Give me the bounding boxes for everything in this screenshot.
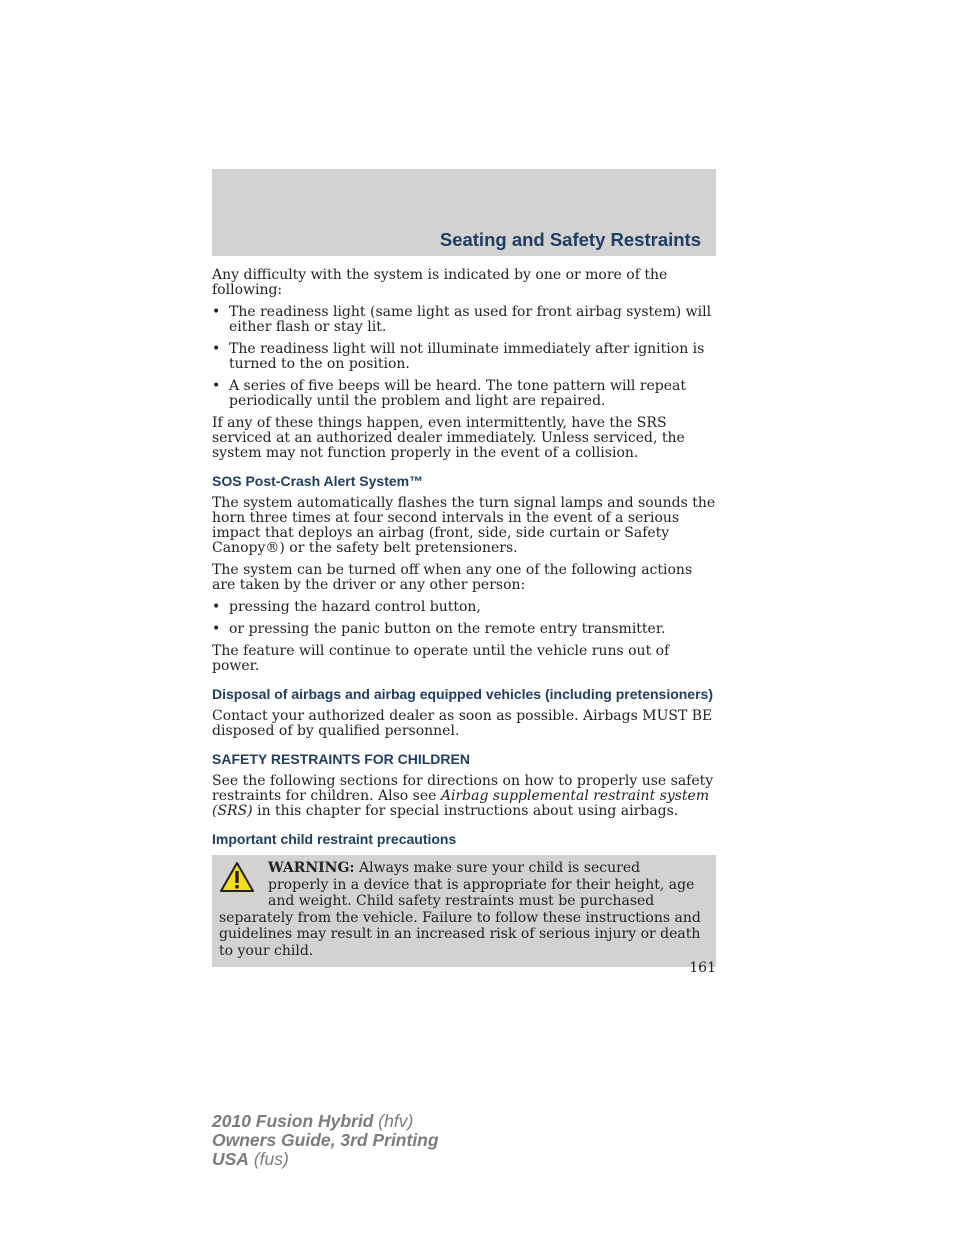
footer-line-3 <box>212 1150 439 1169</box>
footer-model-code: (hfv) <box>373 1111 414 1131</box>
bullet-icon: • <box>212 304 221 320</box>
disposal-heading: Disposal of airbags and airbag equipped vehicles (including pretensioners) <box>212 686 713 702</box>
footer-market-code: (fus) <box>248 1149 289 1169</box>
sos-paragraph-1: The system automatically flashes the turn signal lamps and sounds the horn three times at four second intervals in the event of a serious impact that deploys an airbag (front, side, side curtain or Safety Canopy®) or the safety belt pretensioners. <box>212 495 716 556</box>
list-item <box>212 342 716 372</box>
precautions-heading: Important child restraint precautions <box>212 831 457 847</box>
bullet-icon: • <box>212 378 221 394</box>
sos-heading: SOS Post-Crash Alert System™ <box>212 473 424 489</box>
footer-model: 2010 Fusion Hybrid <box>212 1111 374 1131</box>
page-number: 161 <box>689 960 716 976</box>
children-paragraph <box>212 774 716 819</box>
footer-line-2: Owners Guide, 3rd Printing <box>212 1130 439 1150</box>
footer-line-1 <box>212 1112 439 1131</box>
footer-market: USA <box>212 1149 249 1169</box>
list-item <box>212 600 716 615</box>
bullet-icon: • <box>212 621 221 637</box>
warning-text: Always make sure your child is secured properly in a device that is appropriate for their height, age and weight. Child safety restraints must be purchased separately from the vehicle. Failure to follow these instructions and guidelines may result in an increased risk of serious injury or death to your child. <box>219 860 701 959</box>
list-item-text: The readiness light (same light as used for front airbag system) will either flash or stay lit. <box>229 304 712 335</box>
list-item-text: pressing the hazard control button, <box>229 599 481 615</box>
list-item-text: The readiness light will not illuminate immediately after ignition is turned to the on position. <box>229 341 705 372</box>
list-item-text: A series of five beeps will be heard. The tone pattern will repeat periodically until the problem and light are repaired. <box>229 378 687 409</box>
list-item <box>212 379 716 409</box>
sos-paragraph-3: The feature will continue to operate until the vehicle runs out of power. <box>212 643 670 674</box>
bullet-icon: • <box>212 341 221 357</box>
srs-service-paragraph: If any of these things happen, even intermittently, have the SRS serviced at an authorized dealer immediately. Unless serviced, the system may not function properly in the event of a collision. <box>212 415 685 461</box>
intro-paragraph: Any difficulty with the system is indicated by one or more of the following: <box>212 267 668 298</box>
bullet-icon: • <box>212 599 221 615</box>
disposal-paragraph: Contact your authorized dealer as soon as possible. Airbags MUST BE disposed of by qualified personnel. <box>212 708 713 739</box>
list-item <box>212 622 716 637</box>
warning-triangle-icon <box>219 860 255 894</box>
section-title: Seating and Safety Restraints <box>439 229 701 250</box>
children-text-start: See the following sections for directions on how to properly use safety restraints for children. Also see <box>212 773 714 804</box>
header-band <box>212 169 716 256</box>
page-content <box>212 268 716 967</box>
warning-box <box>212 855 716 967</box>
children-heading: SAFETY RESTRAINTS FOR CHILDREN <box>212 751 470 767</box>
list-item-text: or pressing the panic button on the remote entry transmitter. <box>229 621 666 637</box>
children-text-end: in this chapter for special instructions about using airbags. <box>252 803 679 819</box>
warning-label: WARNING: <box>268 860 355 876</box>
srs-reference: Airbag supplemental restraint system (SRS) <box>212 788 710 819</box>
footer <box>212 1112 439 1169</box>
list-item <box>212 305 716 335</box>
sos-paragraph-2: The system can be turned off when any one of the following actions are taken by the driver or any other person: <box>212 562 693 593</box>
